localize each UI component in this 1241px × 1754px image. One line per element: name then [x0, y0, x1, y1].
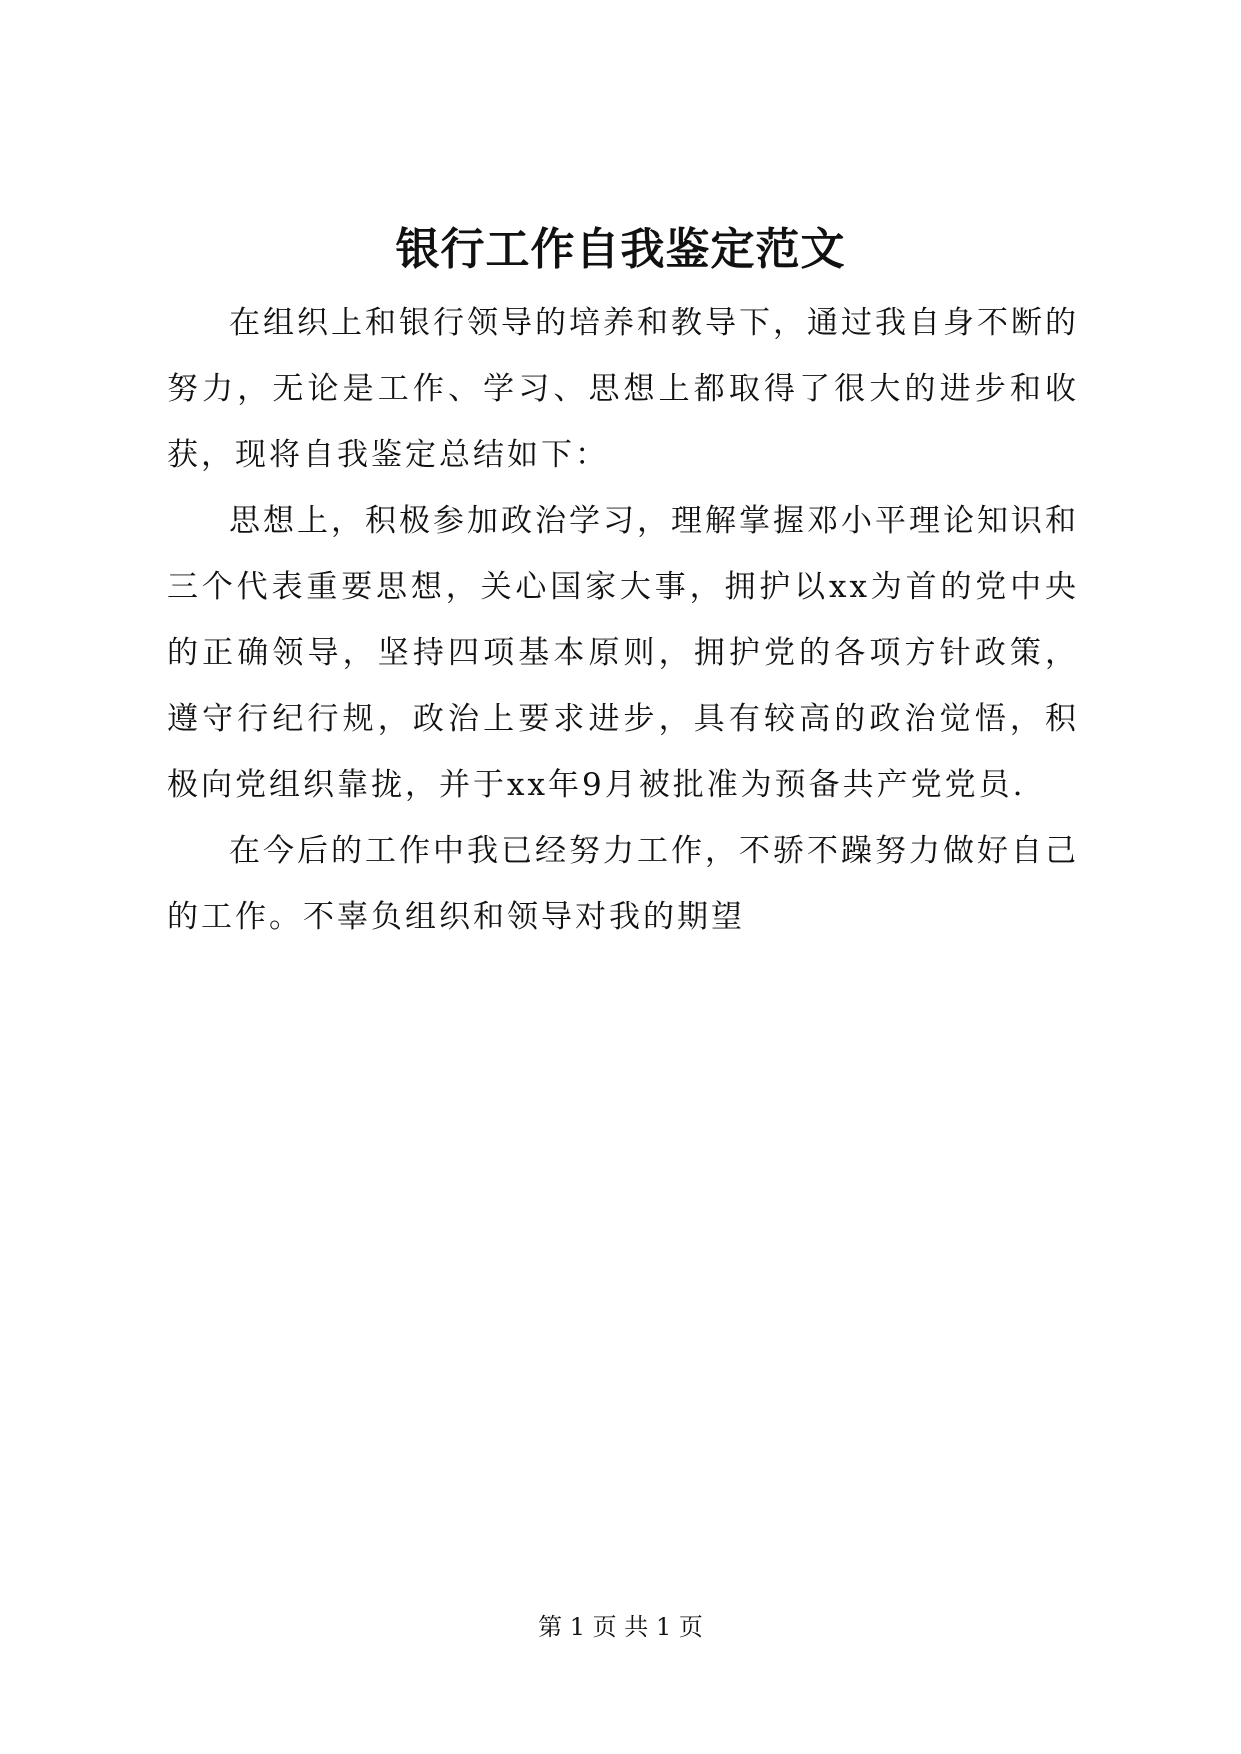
page-footer: 第 1 页 共 1 页 [538, 1613, 703, 1641]
document-title: 银行工作自我鉴定范文 [395, 224, 846, 275]
paragraph-future: 在今后的工作中我已经努力工作，不骄不躁努力做好自己的工作。不辜负组织和领导对我的期望 [167, 833, 1079, 935]
paragraph-ideology: 思想上，积极参加政治学习，理解掌握邓小平理论知识和三个代表重要思想，关心国家大事，拥护以xx为首的党中央的正确领导，坚持四项基本原则，拥护党的各项方针政策，遵守行纪行规，政治上要求进步，具有较高的政治觉悟，积极向党组织靠拢，并于xx年9月被批准为预备共产党党员. [167, 503, 1079, 803]
paragraph-intro: 在组织上和银行领导的培养和教导下，通过我自身不断的努力，无论是工作、学习、思想上都取得了很大的进步和收获，现将自我鉴定总结如下： [167, 305, 1079, 473]
document-body [167, 290, 1079, 950]
